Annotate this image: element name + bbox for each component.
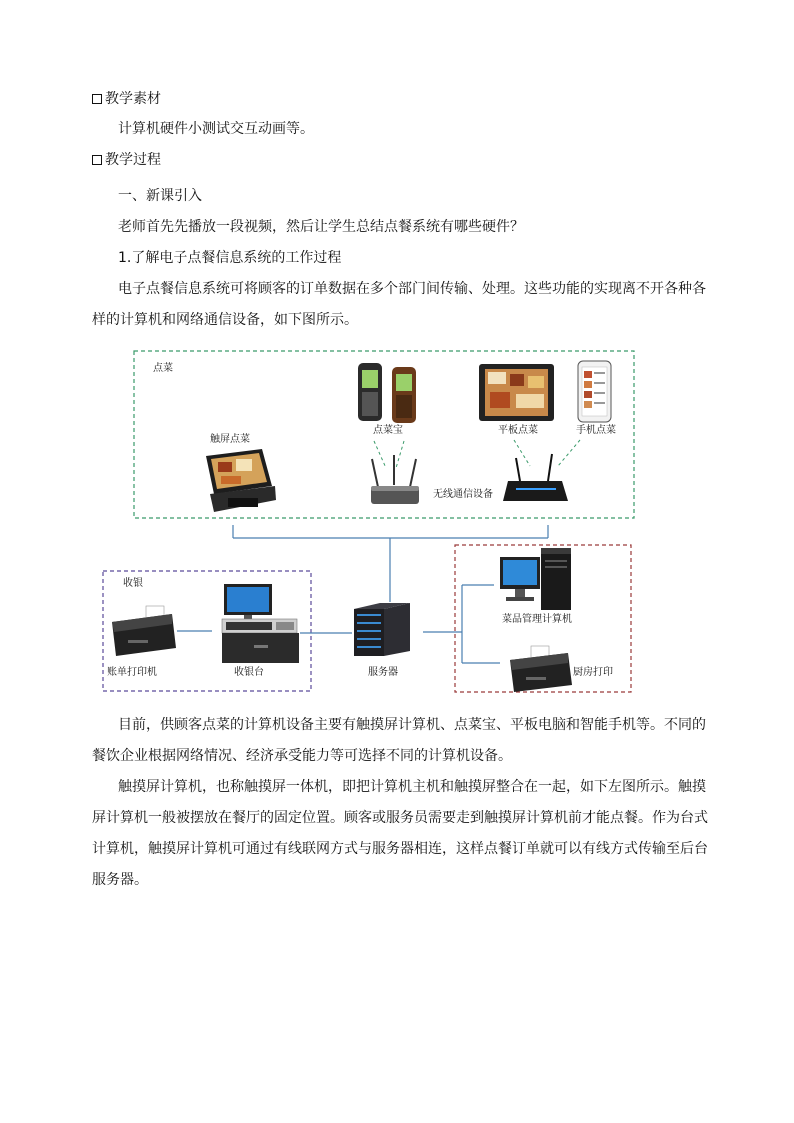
para3-line4: 服务器。 — [92, 872, 148, 888]
label-menu-pc: 菜品管理计算机 — [502, 614, 572, 625]
checkbox-bullet-icon — [92, 155, 102, 165]
touch-terminal-icon — [206, 449, 276, 512]
server-icon — [354, 603, 410, 656]
heading-teaching-process: 教学过程 — [92, 150, 161, 170]
intro-question: 老师首先先播放一段视频，然后让学生总结点餐系统有哪些硬件？ — [118, 219, 524, 235]
wireless-router-icon — [503, 454, 568, 501]
para3-line1: 触摸屏计算机，也称触摸屏一体机，即把计算机主机和触摸屏整合在一起，如下左图所示。触摸 — [118, 779, 706, 795]
step1-title: 1.了解电子点餐信息系统的工作过程 — [118, 250, 342, 266]
tablet-icon — [479, 364, 554, 421]
label-touch: 触屏点菜 — [210, 434, 250, 445]
heading-teaching-materials: 教学素材 — [92, 89, 161, 109]
para1-line1: 电子点餐信息系统可将顾客的订单数据在多个部门间传输、处理。这些功能的实现离不开各种各 — [118, 281, 706, 297]
label-kitchen-print: 厨房打印 — [573, 667, 613, 678]
label-pda: 点菜宝 — [373, 425, 403, 436]
wireless-router-icon — [371, 455, 419, 504]
phone-icon — [578, 361, 611, 422]
para2-line2: 餐饮企业根据网络情况、经济承受能力等可选择不同的计算机设备。 — [92, 748, 512, 764]
label-receipt-printer: 账单打印机 — [107, 667, 157, 678]
network-lines — [177, 525, 548, 663]
para3-line3: 计算机，触摸屏计算机可通过有线联网方式与服务器相连，这样点餐订单就可以有线方式传输至后台 — [92, 841, 708, 857]
label-wireless: 无线通信设备 — [433, 489, 493, 500]
wireless-signal-lines — [374, 440, 580, 468]
receipt-printer-icon — [112, 606, 176, 656]
para3-line2: 屏计算机一般被摆放在餐厅的固定位置。顾客或服务员需要走到触摸屏计算机前才能点餐。作为台式 — [92, 810, 708, 826]
label-cash-register: 收银台 — [234, 667, 264, 678]
materials-text: 计算机硬件小测试交互动画等。 — [118, 121, 314, 137]
group-label-order: 点菜 — [153, 363, 173, 374]
menu-computer-icon — [500, 548, 571, 610]
kitchen-printer-icon — [510, 646, 572, 692]
label-phone: 手机点菜 — [576, 425, 616, 436]
cash-register-icon — [222, 584, 299, 663]
group-label-cashier: 收银 — [123, 578, 143, 589]
label-server: 服务器 — [368, 667, 398, 678]
checkbox-bullet-icon — [92, 94, 102, 104]
para2-line1: 目前，供顾客点菜的计算机设备主要有触摸屏计算机、点菜宝、平板电脑和智能手机等。不同的 — [118, 717, 706, 733]
label-tablet: 平板点菜 — [498, 425, 538, 436]
para1-line2: 样的计算机和网络通信设备，如下图所示。 — [92, 312, 358, 328]
intro-title: 一、新课引入 — [118, 188, 202, 204]
pda-icon — [358, 363, 416, 423]
